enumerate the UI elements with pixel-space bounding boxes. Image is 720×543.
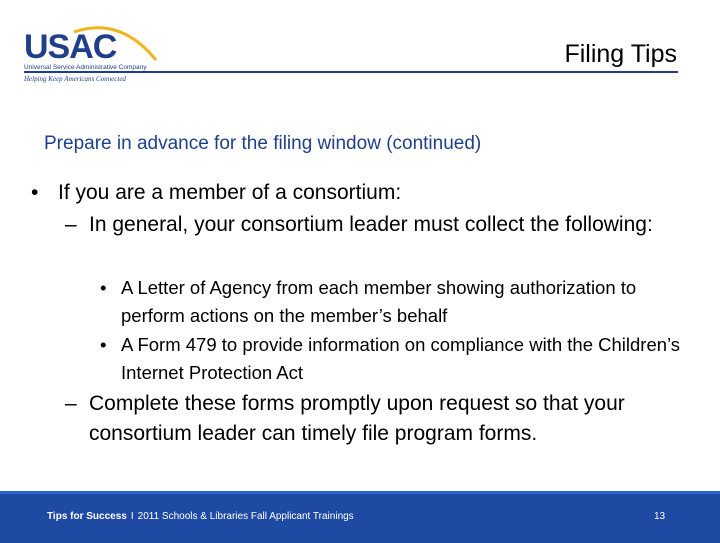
dash-icon: – [65,392,77,415]
logo-tagline: Helping Keep Americans Connected [24,75,126,83]
page-number: 13 [654,511,666,522]
bullet-text: A Form 479 to provide information on compliance with the Children’s Internet Protection Act [121,334,681,383]
bullet-text: In general, your consortium leader must collect the following: [89,213,653,236]
logo-company-name: Universal Service Administrative Company [24,64,147,71]
bullet-dot-icon: • [100,334,107,355]
bullet-dot-icon: • [100,277,107,298]
bullet-text: If you are a member of a consortium: [58,181,402,204]
bullet-level2 [65,389,665,449]
footer-caption [47,511,354,522]
footer-separator: I [130,511,134,522]
dash-icon: – [65,213,77,236]
usac-logo [24,22,164,84]
footer-series: Tips for Success [47,511,127,522]
bullet-text: A Letter of Agency from each member showing authorization to perform actions on the member’s behalf [121,277,637,326]
bullet-level3 [100,274,690,330]
footer-bar [0,491,720,543]
bullet-dot-icon: • [31,181,39,204]
footer-training-name: 2011 Schools & Libraries Fall Applicant Trainings [137,511,354,522]
bullet-level1 [31,178,401,208]
bullet-text: Complete these forms promptly upon request so that your consortium leader can timely file program forms. [89,392,625,445]
bullet-level3 [100,331,690,387]
header-divider [24,71,678,73]
slide-subtitle: Prepare in advance for the filing window (continued) [44,133,482,154]
logo-wordmark: USAC [24,28,117,66]
slide-title: Filing Tips [564,40,677,68]
bullet-level2 [65,210,665,240]
